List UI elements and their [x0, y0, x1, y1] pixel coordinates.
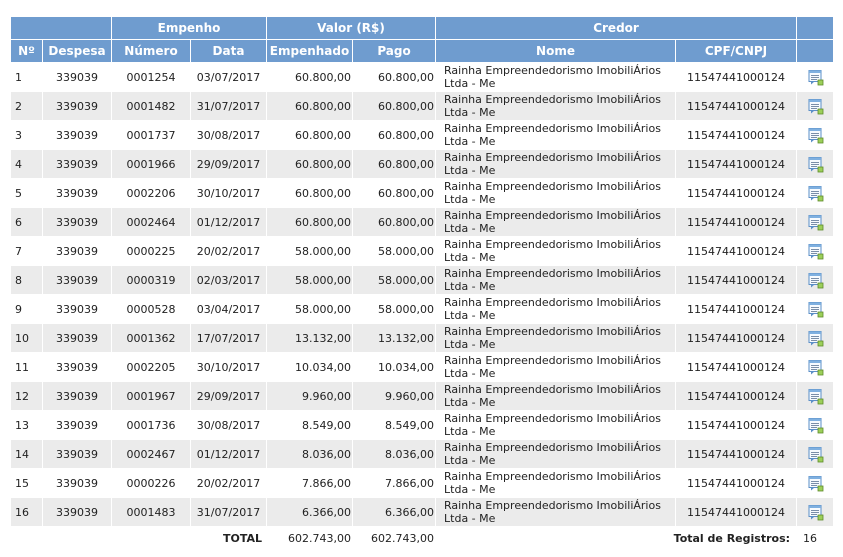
- row-number-cell: 5: [11, 179, 42, 207]
- row-number-cell: 4: [11, 150, 42, 178]
- table-row: [11, 150, 833, 178]
- row-pago-cell: 10.034,00: [353, 353, 435, 381]
- total-empenhado: 602.743,00: [267, 527, 352, 549]
- total-registros-label: Total de Registros:: [436, 527, 796, 549]
- row-data-cell: 20/02/2017: [191, 237, 266, 265]
- table-row: [11, 382, 833, 410]
- document-detail-icon[interactable]: [807, 98, 824, 115]
- row-pago-cell: 8.549,00: [353, 411, 435, 439]
- row-nome-cell: Rainha Empreendedorismo ImobiliÁrios Ltda - Me: [436, 266, 675, 294]
- group-header-empty-right: [797, 17, 833, 39]
- row-detail-cell: [797, 498, 833, 526]
- table-row: [11, 353, 833, 381]
- row-data-cell: 30/10/2017: [191, 179, 266, 207]
- row-nome-cell: Rainha Empreendedorismo ImobiliÁrios Ltda - Me: [436, 382, 675, 410]
- row-cpf-cell: 11547441000124: [676, 237, 796, 265]
- table-row: [11, 411, 833, 439]
- row-cpf-cell: 11547441000124: [676, 295, 796, 323]
- row-cpf-cell: 11547441000124: [676, 63, 796, 91]
- row-empenhado-cell: 6.366,00: [267, 498, 352, 526]
- row-number-cell: 8: [11, 266, 42, 294]
- row-numero-cell: 0001254: [112, 63, 190, 91]
- row-numero-cell: 0000319: [112, 266, 190, 294]
- row-pago-cell: 60.800,00: [353, 208, 435, 236]
- row-detail-cell: [797, 469, 833, 497]
- row-despesa-cell: 339039: [43, 208, 111, 236]
- document-detail-icon[interactable]: [807, 330, 824, 347]
- row-data-cell: 30/08/2017: [191, 121, 266, 149]
- row-pago-cell: 6.366,00: [353, 498, 435, 526]
- row-despesa-cell: 339039: [43, 121, 111, 149]
- row-empenhado-cell: 8.549,00: [267, 411, 352, 439]
- row-detail-cell: [797, 295, 833, 323]
- row-pago-cell: 60.800,00: [353, 150, 435, 178]
- row-data-cell: 01/12/2017: [191, 208, 266, 236]
- row-despesa-cell: 339039: [43, 266, 111, 294]
- row-nome-cell: Rainha Empreendedorismo ImobiliÁrios Ltda - Me: [436, 353, 675, 381]
- row-number-cell: 16: [11, 498, 42, 526]
- row-pago-cell: 58.000,00: [353, 266, 435, 294]
- totals-row: [11, 527, 833, 549]
- row-cpf-cell: 11547441000124: [676, 469, 796, 497]
- row-detail-cell: [797, 237, 833, 265]
- column-header-num: Nº: [11, 40, 42, 62]
- row-number-cell: 10: [11, 324, 42, 352]
- row-nome-cell: Rainha Empreendedorismo ImobiliÁrios Ltda - Me: [436, 324, 675, 352]
- group-header-row: [11, 17, 833, 39]
- row-detail-cell: [797, 150, 833, 178]
- row-number-cell: 15: [11, 469, 42, 497]
- column-header-empenhado: Empenhado: [267, 40, 352, 62]
- group-header-valor: Valor (R$): [267, 17, 435, 39]
- row-pago-cell: 60.800,00: [353, 121, 435, 149]
- row-detail-cell: [797, 266, 833, 294]
- row-cpf-cell: 11547441000124: [676, 411, 796, 439]
- total-label: TOTAL: [11, 527, 266, 549]
- total-registros-value: 16: [797, 527, 833, 549]
- row-despesa-cell: 339039: [43, 440, 111, 468]
- row-numero-cell: 0000528: [112, 295, 190, 323]
- document-detail-icon[interactable]: [807, 156, 824, 173]
- document-detail-icon[interactable]: [807, 69, 824, 86]
- row-cpf-cell: 11547441000124: [676, 266, 796, 294]
- table-row: [11, 295, 833, 323]
- table-row: [11, 92, 833, 120]
- row-numero-cell: 0000226: [112, 469, 190, 497]
- document-detail-icon[interactable]: [807, 504, 824, 521]
- row-number-cell: 1: [11, 63, 42, 91]
- row-cpf-cell: 11547441000124: [676, 179, 796, 207]
- column-header-despesa: Despesa: [43, 40, 111, 62]
- row-numero-cell: 0001482: [112, 92, 190, 120]
- document-detail-icon[interactable]: [807, 243, 824, 260]
- row-nome-cell: Rainha Empreendedorismo ImobiliÁrios Ltda - Me: [436, 440, 675, 468]
- row-detail-cell: [797, 440, 833, 468]
- row-pago-cell: 58.000,00: [353, 237, 435, 265]
- empenhos-table: [10, 16, 834, 550]
- row-cpf-cell: 11547441000124: [676, 92, 796, 120]
- row-number-cell: 7: [11, 237, 42, 265]
- row-cpf-cell: 11547441000124: [676, 440, 796, 468]
- row-empenhado-cell: 10.034,00: [267, 353, 352, 381]
- row-cpf-cell: 11547441000124: [676, 208, 796, 236]
- row-pago-cell: 13.132,00: [353, 324, 435, 352]
- row-despesa-cell: 339039: [43, 295, 111, 323]
- row-data-cell: 01/12/2017: [191, 440, 266, 468]
- row-detail-cell: [797, 411, 833, 439]
- row-data-cell: 17/07/2017: [191, 324, 266, 352]
- column-header-numero: Número: [112, 40, 190, 62]
- row-data-cell: 03/07/2017: [191, 63, 266, 91]
- row-detail-cell: [797, 382, 833, 410]
- row-number-cell: 14: [11, 440, 42, 468]
- group-header-empenho: Empenho: [112, 17, 266, 39]
- row-number-cell: 12: [11, 382, 42, 410]
- row-data-cell: 29/09/2017: [191, 382, 266, 410]
- row-empenhado-cell: 58.000,00: [267, 295, 352, 323]
- row-despesa-cell: 339039: [43, 382, 111, 410]
- document-detail-icon[interactable]: [807, 359, 824, 376]
- row-nome-cell: Rainha Empreendedorismo ImobiliÁrios Ltda - Me: [436, 295, 675, 323]
- row-numero-cell: 0002464: [112, 208, 190, 236]
- table-row: [11, 121, 833, 149]
- row-data-cell: 31/07/2017: [191, 498, 266, 526]
- document-detail-icon[interactable]: [807, 301, 824, 318]
- row-nome-cell: Rainha Empreendedorismo ImobiliÁrios Ltda - Me: [436, 63, 675, 91]
- document-detail-icon[interactable]: [807, 475, 824, 492]
- row-empenhado-cell: 60.800,00: [267, 208, 352, 236]
- document-detail-icon[interactable]: [807, 185, 824, 202]
- row-empenhado-cell: 60.800,00: [267, 150, 352, 178]
- table-row: [11, 237, 833, 265]
- document-detail-icon[interactable]: [807, 272, 824, 289]
- row-detail-cell: [797, 63, 833, 91]
- table-row: [11, 63, 833, 91]
- row-number-cell: 9: [11, 295, 42, 323]
- row-nome-cell: Rainha Empreendedorismo ImobiliÁrios Ltda - Me: [436, 498, 675, 526]
- row-empenhado-cell: 60.800,00: [267, 63, 352, 91]
- group-header-credor: Credor: [436, 17, 796, 39]
- row-detail-cell: [797, 353, 833, 381]
- column-header-data: Data: [191, 40, 266, 62]
- row-numero-cell: 0001736: [112, 411, 190, 439]
- document-detail-icon[interactable]: [807, 446, 824, 463]
- column-header-nome: Nome: [436, 40, 675, 62]
- row-data-cell: 31/07/2017: [191, 92, 266, 120]
- row-numero-cell: 0002205: [112, 353, 190, 381]
- row-data-cell: 02/03/2017: [191, 266, 266, 294]
- row-numero-cell: 0001737: [112, 121, 190, 149]
- row-number-cell: 13: [11, 411, 42, 439]
- row-data-cell: 30/10/2017: [191, 353, 266, 381]
- row-nome-cell: Rainha Empreendedorismo ImobiliÁrios Ltda - Me: [436, 150, 675, 178]
- row-despesa-cell: 339039: [43, 498, 111, 526]
- row-despesa-cell: 339039: [43, 63, 111, 91]
- row-numero-cell: 0001966: [112, 150, 190, 178]
- group-header-empty-left: [11, 17, 111, 39]
- row-empenhado-cell: 58.000,00: [267, 237, 352, 265]
- row-nome-cell: Rainha Empreendedorismo ImobiliÁrios Ltda - Me: [436, 469, 675, 497]
- row-detail-cell: [797, 121, 833, 149]
- row-pago-cell: 8.036,00: [353, 440, 435, 468]
- row-number-cell: 2: [11, 92, 42, 120]
- row-empenhado-cell: 7.866,00: [267, 469, 352, 497]
- row-pago-cell: 60.800,00: [353, 92, 435, 120]
- row-empenhado-cell: 58.000,00: [267, 266, 352, 294]
- row-pago-cell: 58.000,00: [353, 295, 435, 323]
- row-despesa-cell: 339039: [43, 92, 111, 120]
- document-detail-icon[interactable]: [807, 417, 824, 434]
- column-header-pago: Pago: [353, 40, 435, 62]
- row-cpf-cell: 11547441000124: [676, 150, 796, 178]
- row-nome-cell: Rainha Empreendedorismo ImobiliÁrios Ltda - Me: [436, 237, 675, 265]
- table-row: [11, 179, 833, 207]
- column-header-cpf: CPF/CNPJ: [676, 40, 796, 62]
- row-despesa-cell: 339039: [43, 353, 111, 381]
- row-despesa-cell: 339039: [43, 324, 111, 352]
- row-despesa-cell: 339039: [43, 150, 111, 178]
- row-detail-cell: [797, 324, 833, 352]
- table-row: [11, 266, 833, 294]
- table-row: [11, 469, 833, 497]
- document-detail-icon[interactable]: [807, 388, 824, 405]
- row-cpf-cell: 11547441000124: [676, 353, 796, 381]
- row-despesa-cell: 339039: [43, 237, 111, 265]
- row-cpf-cell: 11547441000124: [676, 121, 796, 149]
- row-number-cell: 3: [11, 121, 42, 149]
- row-detail-cell: [797, 208, 833, 236]
- row-number-cell: 11: [11, 353, 42, 381]
- row-number-cell: 6: [11, 208, 42, 236]
- row-numero-cell: 0002206: [112, 179, 190, 207]
- row-pago-cell: 7.866,00: [353, 469, 435, 497]
- row-empenhado-cell: 13.132,00: [267, 324, 352, 352]
- row-despesa-cell: 339039: [43, 179, 111, 207]
- row-cpf-cell: 11547441000124: [676, 498, 796, 526]
- table-row: [11, 324, 833, 352]
- row-pago-cell: 60.800,00: [353, 179, 435, 207]
- row-nome-cell: Rainha Empreendedorismo ImobiliÁrios Ltda - Me: [436, 208, 675, 236]
- row-nome-cell: Rainha Empreendedorismo ImobiliÁrios Ltda - Me: [436, 411, 675, 439]
- row-numero-cell: 0001967: [112, 382, 190, 410]
- table-row: [11, 440, 833, 468]
- row-detail-cell: [797, 92, 833, 120]
- table-body: [11, 63, 833, 526]
- column-header-row: [11, 40, 833, 62]
- row-nome-cell: Rainha Empreendedorismo ImobiliÁrios Ltda - Me: [436, 92, 675, 120]
- row-data-cell: 30/08/2017: [191, 411, 266, 439]
- row-empenhado-cell: 8.036,00: [267, 440, 352, 468]
- table-row: [11, 208, 833, 236]
- row-cpf-cell: 11547441000124: [676, 324, 796, 352]
- row-numero-cell: 0002467: [112, 440, 190, 468]
- row-data-cell: 03/04/2017: [191, 295, 266, 323]
- row-data-cell: 29/09/2017: [191, 150, 266, 178]
- row-detail-cell: [797, 179, 833, 207]
- table-row: [11, 498, 833, 526]
- row-data-cell: 20/02/2017: [191, 469, 266, 497]
- row-numero-cell: 0001362: [112, 324, 190, 352]
- row-empenhado-cell: 60.800,00: [267, 121, 352, 149]
- row-nome-cell: Rainha Empreendedorismo ImobiliÁrios Ltda - Me: [436, 121, 675, 149]
- row-despesa-cell: 339039: [43, 411, 111, 439]
- row-nome-cell: Rainha Empreendedorismo ImobiliÁrios Ltda - Me: [436, 179, 675, 207]
- row-pago-cell: 9.960,00: [353, 382, 435, 410]
- row-pago-cell: 60.800,00: [353, 63, 435, 91]
- column-header-acao: [797, 40, 833, 62]
- row-despesa-cell: 339039: [43, 469, 111, 497]
- document-detail-icon[interactable]: [807, 214, 824, 231]
- document-detail-icon[interactable]: [807, 127, 824, 144]
- row-numero-cell: 0001483: [112, 498, 190, 526]
- row-numero-cell: 0000225: [112, 237, 190, 265]
- total-pago: 602.743,00: [353, 527, 435, 549]
- row-empenhado-cell: 60.800,00: [267, 92, 352, 120]
- row-empenhado-cell: 9.960,00: [267, 382, 352, 410]
- row-cpf-cell: 11547441000124: [676, 382, 796, 410]
- row-empenhado-cell: 60.800,00: [267, 179, 352, 207]
